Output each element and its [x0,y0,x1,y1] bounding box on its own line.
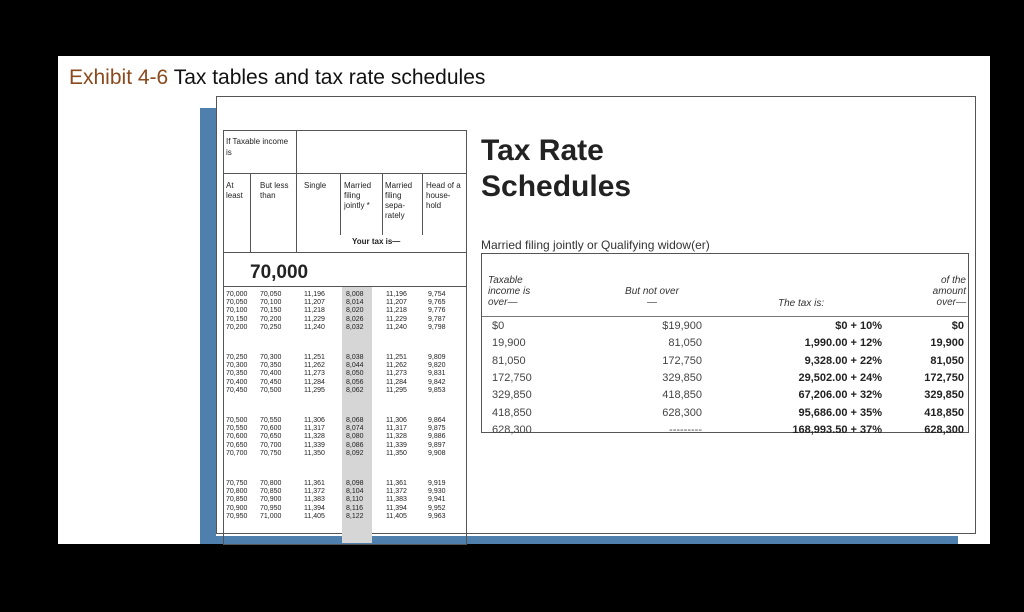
table-cell: 9,963 [428,512,446,520]
header-not-over: But not over— [625,286,679,308]
title-line-1: Tax Rate [481,134,604,167]
table-cell: 11,218 [304,307,325,315]
table-cell: 70,650 [260,433,282,441]
schedule-cell: 95,686.00 + 35% [798,406,882,419]
table-cell: 11,328 [386,433,407,441]
table-row [224,480,466,488]
tax-table [223,130,467,545]
divider [224,252,466,253]
schedule-cell: 81,050 [930,354,964,367]
table-row [224,316,466,324]
table-cell: 9,919 [428,480,446,487]
table-cell: 8,020 [346,307,364,315]
table-cell: 11,196 [386,291,407,298]
table-cell: 70,600 [226,433,248,441]
table-row [224,379,466,387]
col-at-least: At least [226,181,243,200]
table-cell: 70,950 [260,504,282,512]
table-cell: 9,765 [428,299,446,307]
table-cell: 8,092 [346,449,364,457]
table-cell: 11,317 [386,425,407,433]
col-single: Single [304,181,327,190]
table-cell: 9,886 [428,433,446,441]
table-cell: 8,008 [346,291,364,298]
table-cell: 70,300 [260,354,282,361]
table-cell: 8,068 [346,417,364,424]
table-cell: 11,361 [304,480,325,487]
table-cell: 70,900 [226,504,248,512]
table-row [224,488,466,496]
table-row [224,425,466,433]
table-cell: 9,820 [428,362,446,370]
table-cell: 9,776 [428,307,446,315]
table-row [224,450,466,458]
bracket-heading: 70,000 [250,262,309,283]
divider [382,173,383,235]
table-cell: 8,122 [346,512,364,520]
table-cell: 11,295 [386,386,407,394]
table-cell: 70,650 [226,441,248,449]
schedule-cell: $0 [492,320,505,332]
table-cell: 11,306 [386,417,407,424]
table-cell: 9,831 [428,370,446,378]
table-cell: 8,086 [346,441,364,449]
schedule-cell: 329,850 [924,389,964,402]
table-cell: 70,700 [226,449,248,457]
table-cell: 70,800 [226,488,248,496]
table-cell: 70,550 [226,425,248,433]
table-row [224,370,466,378]
table-cell: 9,897 [428,441,446,449]
schedule-cell: $19,900 [662,320,702,332]
table-cell: 70,150 [260,307,282,315]
table-row [224,442,466,450]
table-cell: 8,074 [346,425,364,433]
table-row [224,417,466,425]
table-row [224,354,466,362]
table-cell: 70,250 [260,323,282,331]
schedule-cell: 9,328.00 + 22% [804,354,882,367]
table-cell: 11,240 [386,323,407,331]
tax-table-group [224,354,466,395]
table-cell: 70,450 [260,378,282,386]
schedule-cell: --------- [669,423,702,436]
table-cell: 9,941 [428,496,446,504]
table-cell: 9,952 [428,504,446,512]
table-cell: 11,251 [386,354,407,361]
your-tax-label: Your tax is— [352,237,401,246]
exhibit-title [69,66,485,90]
table-cell: 8,026 [346,315,364,323]
decor-bar-left [200,108,216,544]
schedule-cell: 628,300 [662,406,702,419]
table-row [224,324,466,332]
filing-status: Married filing jointly or Qualifying widow(er) [481,238,710,252]
schedule-cell: 67,206.00 + 32% [798,389,882,402]
table-row [224,433,466,441]
table-cell: 8,062 [346,386,364,394]
table-cell: 70,400 [260,370,282,378]
table-cell: 9,787 [428,315,446,323]
schedule-cell: 1,990.00 + 12% [804,337,882,350]
table-cell: 11,339 [386,441,407,449]
schedule-cell: 418,850 [662,389,702,402]
divider [422,173,423,235]
header-taxable-income: Taxable income is over— [488,275,531,308]
table-cell: 8,098 [346,480,364,487]
schedule-cell: 172,750 [492,371,532,384]
table-cell: 11,350 [386,449,407,457]
table-cell: 8,056 [346,378,364,386]
table-cell: 11,207 [304,299,325,307]
table-cell: 11,372 [386,488,407,496]
table-cell: 11,317 [304,425,325,433]
table-cell: 9,809 [428,354,446,361]
table-cell: 8,110 [346,496,363,504]
table-cell: 9,853 [428,386,446,394]
table-cell: 70,350 [260,362,282,370]
exhibit-caption: Tax tables and tax rate schedules [173,66,486,89]
divider [296,131,297,252]
divider [482,316,968,317]
table-cell: 70,850 [260,488,282,496]
table-cell: 70,300 [226,362,248,370]
table-cell: 70,350 [226,370,248,378]
schedule-cell: 172,750 [662,354,702,367]
table-cell: 11,383 [386,496,407,504]
divider [340,173,341,235]
schedule-cell: 418,850 [924,406,964,419]
table-cell: 11,262 [386,362,407,370]
exhibit-panel [216,96,976,534]
tax-table-group [224,417,466,458]
table-cell: 8,044 [346,362,364,370]
col-married-jointly: Married filing jointly * [344,181,372,210]
schedule-cell: 628,300 [924,423,964,436]
schedule-cell: 19,900 [930,337,964,350]
table-cell: 8,050 [346,370,364,378]
table-cell: 70,100 [260,299,282,307]
table-cell: 70,500 [226,417,248,424]
schedule-cell: 81,050 [668,337,702,350]
table-cell: 11,405 [304,512,325,520]
table-row [224,496,466,504]
table-cell: 70,600 [260,425,282,433]
table-cell: 11,394 [386,504,407,512]
schedule-cell: 628,300 [492,423,532,436]
slide [58,56,990,544]
table-cell: 70,050 [260,291,282,298]
table-row [224,299,466,307]
schedule-cell: 418,850 [492,406,532,419]
table-cell: 70,550 [260,417,282,424]
schedule-cell: $0 [951,320,964,332]
divider [250,173,251,252]
table-cell: 8,116 [346,504,363,512]
table-cell: 11,361 [386,480,407,487]
table-row [224,307,466,315]
table-cell: 11,218 [386,307,407,315]
table-cell: 9,908 [428,449,446,457]
tax-table-group [224,291,466,332]
table-row [224,513,466,521]
tax-table-caption-row [224,131,466,174]
table-cell: 11,284 [304,378,325,386]
table-cell: 11,295 [304,386,325,394]
table-cell: 8,080 [346,433,364,441]
schedule-cell: 329,850 [492,389,532,402]
schedule-title [481,133,631,205]
table-row [224,291,466,299]
table-cell: 8,104 [346,488,364,496]
table-cell: 70,150 [226,315,248,323]
table-cell: 11,328 [304,433,325,441]
col-head-of-household: Head of a house-hold [426,181,461,210]
table-cell: 70,900 [260,496,282,504]
table-cell: 11,240 [304,323,325,331]
table-row [224,387,466,395]
table-cell: 8,032 [346,323,364,331]
table-cell: 11,350 [304,449,325,457]
table-cell: 11,229 [386,315,407,323]
header-amount-over: of the amount over— [932,275,966,308]
tax-table-group [224,480,466,521]
table-cell: 11,306 [304,417,325,424]
table-cell: 70,800 [260,480,282,487]
table-cell: 11,339 [304,441,325,449]
table-cell: 9,875 [428,425,446,433]
table-cell: 70,250 [226,354,248,361]
table-cell: 70,950 [226,512,248,520]
table-cell: 9,798 [428,323,446,331]
table-cell: 8,014 [346,299,364,307]
table-cell: 11,262 [304,362,325,370]
table-cell: 70,100 [226,307,248,315]
table-cell: 11,229 [304,315,325,323]
schedule-cell: 81,050 [492,354,526,367]
table-row [224,505,466,513]
table-cell: 11,196 [304,291,325,298]
table-cell: 70,000 [226,291,248,298]
table-cell: 11,251 [304,354,325,361]
table-cell: 11,284 [386,378,407,386]
table-cell: 11,394 [304,504,325,512]
table-cell: 70,400 [226,378,248,386]
table-cell: 9,842 [428,378,446,386]
table-cell: 70,700 [260,441,282,449]
table-cell: 9,864 [428,417,446,424]
exhibit-number: Exhibit 4-6 [69,66,169,89]
header-tax-is: The tax is: [778,298,825,309]
col-less-than: But less than [260,181,289,200]
schedule-cell: 168,993.50 + 37% [792,423,882,436]
table-cell: 70,500 [260,386,282,394]
table-cell: 71,000 [260,512,282,520]
table-cell: 11,207 [386,299,407,307]
schedule-cell: 172,750 [924,371,964,384]
table-cell: 11,405 [386,512,407,520]
table-cell: 9,754 [428,291,446,298]
table-cell: 70,200 [226,323,248,331]
table-cell: 11,383 [304,496,325,504]
table-cell: 70,450 [226,386,248,394]
table-cell: 11,372 [304,488,325,496]
table-cell: 8,038 [346,354,364,361]
table-row [224,362,466,370]
schedule-cell: 329,850 [662,371,702,384]
tax-rate-schedule [481,253,969,436]
table-cell: 70,750 [226,480,248,487]
table-cell: 9,930 [428,488,446,496]
col-married-separately: Married filing sepa-rately [385,181,413,220]
table-cell: 70,750 [260,449,282,457]
title-line-2: Schedules [481,170,632,203]
schedule-cell: 19,900 [492,337,526,350]
tax-table-caption: If Taxable income is [226,137,289,157]
table-cell: 70,850 [226,496,248,504]
table-cell: 70,200 [260,315,282,323]
schedule-cell: 29,502.00 + 24% [798,371,882,384]
table-cell: 11,273 [304,370,325,378]
table-cell: 11,273 [386,370,407,378]
table-cell: 70,050 [226,299,248,307]
schedule-cell: $0 + 10% [835,320,882,332]
